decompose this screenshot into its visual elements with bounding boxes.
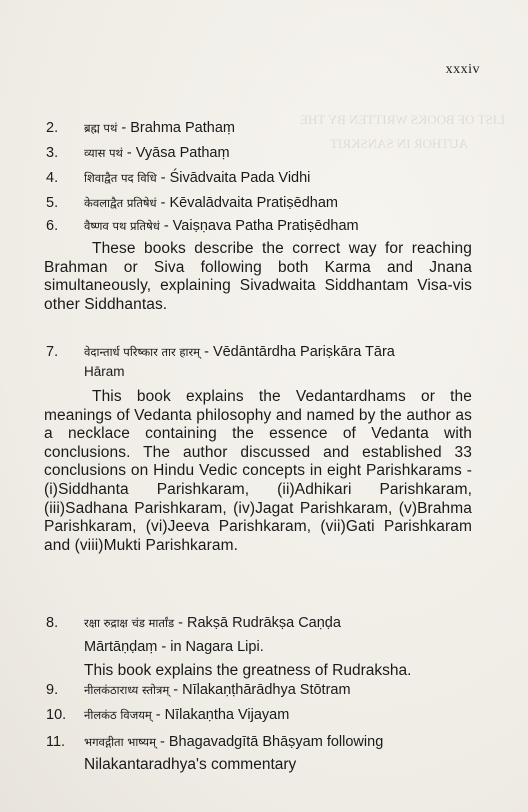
description-paragraph: These books describe the correct way for reaching Brahman or Siva following both Karma and Jnana simultaneously, explaining Sivadwaita Siddhantam Visa-vis other Siddhantas.: [44, 240, 472, 313]
show-through-text: LIST OF BOOKS WRITTEN BY THE: [300, 112, 505, 127]
description-paragraph: This book explains the Vedantardhams or the meanings of Vedanta philosophy and named by the author as a necklace containing the essence of Vedanta with conclusions. The author discussed and established 33 conclusions on Hindu Vedic concepts in eight Parishkarams - (i)Siddhanta Parishkaram, (ii)Adhikari Parishkaram, (iii)Sadhana Parishkaram, (iv)Jagat Parishkaram, (v)Brahma Parishkaram, (vi)Jeeva Parishkaram, (vii)Gati Parishkaram and (viii)Mukti Parishkaram.: [44, 388, 472, 554]
list-item-continuation: Mārtāṇḍaṃ - in Nagara Lipi.: [84, 639, 264, 655]
book-page: LIST OF BOOKS WRITTEN BY THE AUTHOR IN SANSKRIT xxxiv 2. ब्रह्म पथं - Brahma Pathaṃ 3. व्यास पथं - Vyāsa Pathaṃ 4. शिवाद्वैत पद विधि - Śivādvaita Pada Vidhi 5. केवलाद्वैत प्रतिषेधं - Kēvalādvaita Pratiṣēdham 6. वैष्णव पथ प्रतिषेधं - Vaiṣṇava Patha Pratiṣēdham These books describe the correct way for reaching Brahman or Siva following both Karma and Jnana simultaneously, explaining Sivadwaita Siddhantam Visa-vis other Siddhantas. 7. वेदान्तार्ध परिष्कार तार हारम् - Vēdāntārdha Pariṣkāra Tāra Hāram This book explains the Vedantardhams or the meanings of Vedanta philosophy and named by the author as a necklace containing the essence of Vedanta with conclusions. The author discussed and established 33 conclusions on Hindu Vedic concepts in eight Parishkarams - (i)Siddhanta Parishkaram, (ii)Adhikari Parishkaram, (iii)Sadhana Parishkaram, (iv)Jagat Parishkaram, (v)Brahma Parishkaram, (vi)Jeeva Parishkaram, (vii)Gati Parishkaram and (viii)Mukti Parishkaram. 8. रक्षा रुद्राक्ष चंड मार्तांड - Rakṣā Rudrākṣa Caṇḍa Mārtāṇḍaṃ - in Nagara Lipi. This book explains the greatness of Rudraksha. 9. नीलकंठाराध्य स्तोत्रम् - Nīlakaṇṭhārādhya Stōtram 10. नीलकंठ विजयम् - Nīlakaṇtha Vijayam 11. भगवद्गीता भाष्यम् - Bhagavadgītā Bhāṣyam following Nilakantaradhya's commentary: [0, 0, 528, 812]
list-item-continuation: Nilakantaradhya's commentary: [84, 756, 297, 773]
show-through-text: AUTHOR IN SANSKRIT: [330, 136, 468, 151]
list-item-continuation: Hāram: [84, 364, 125, 379]
page-number: xxxiv: [445, 62, 480, 77]
description-paragraph: This book explains the greatness of Rudraksha.: [84, 662, 412, 679]
